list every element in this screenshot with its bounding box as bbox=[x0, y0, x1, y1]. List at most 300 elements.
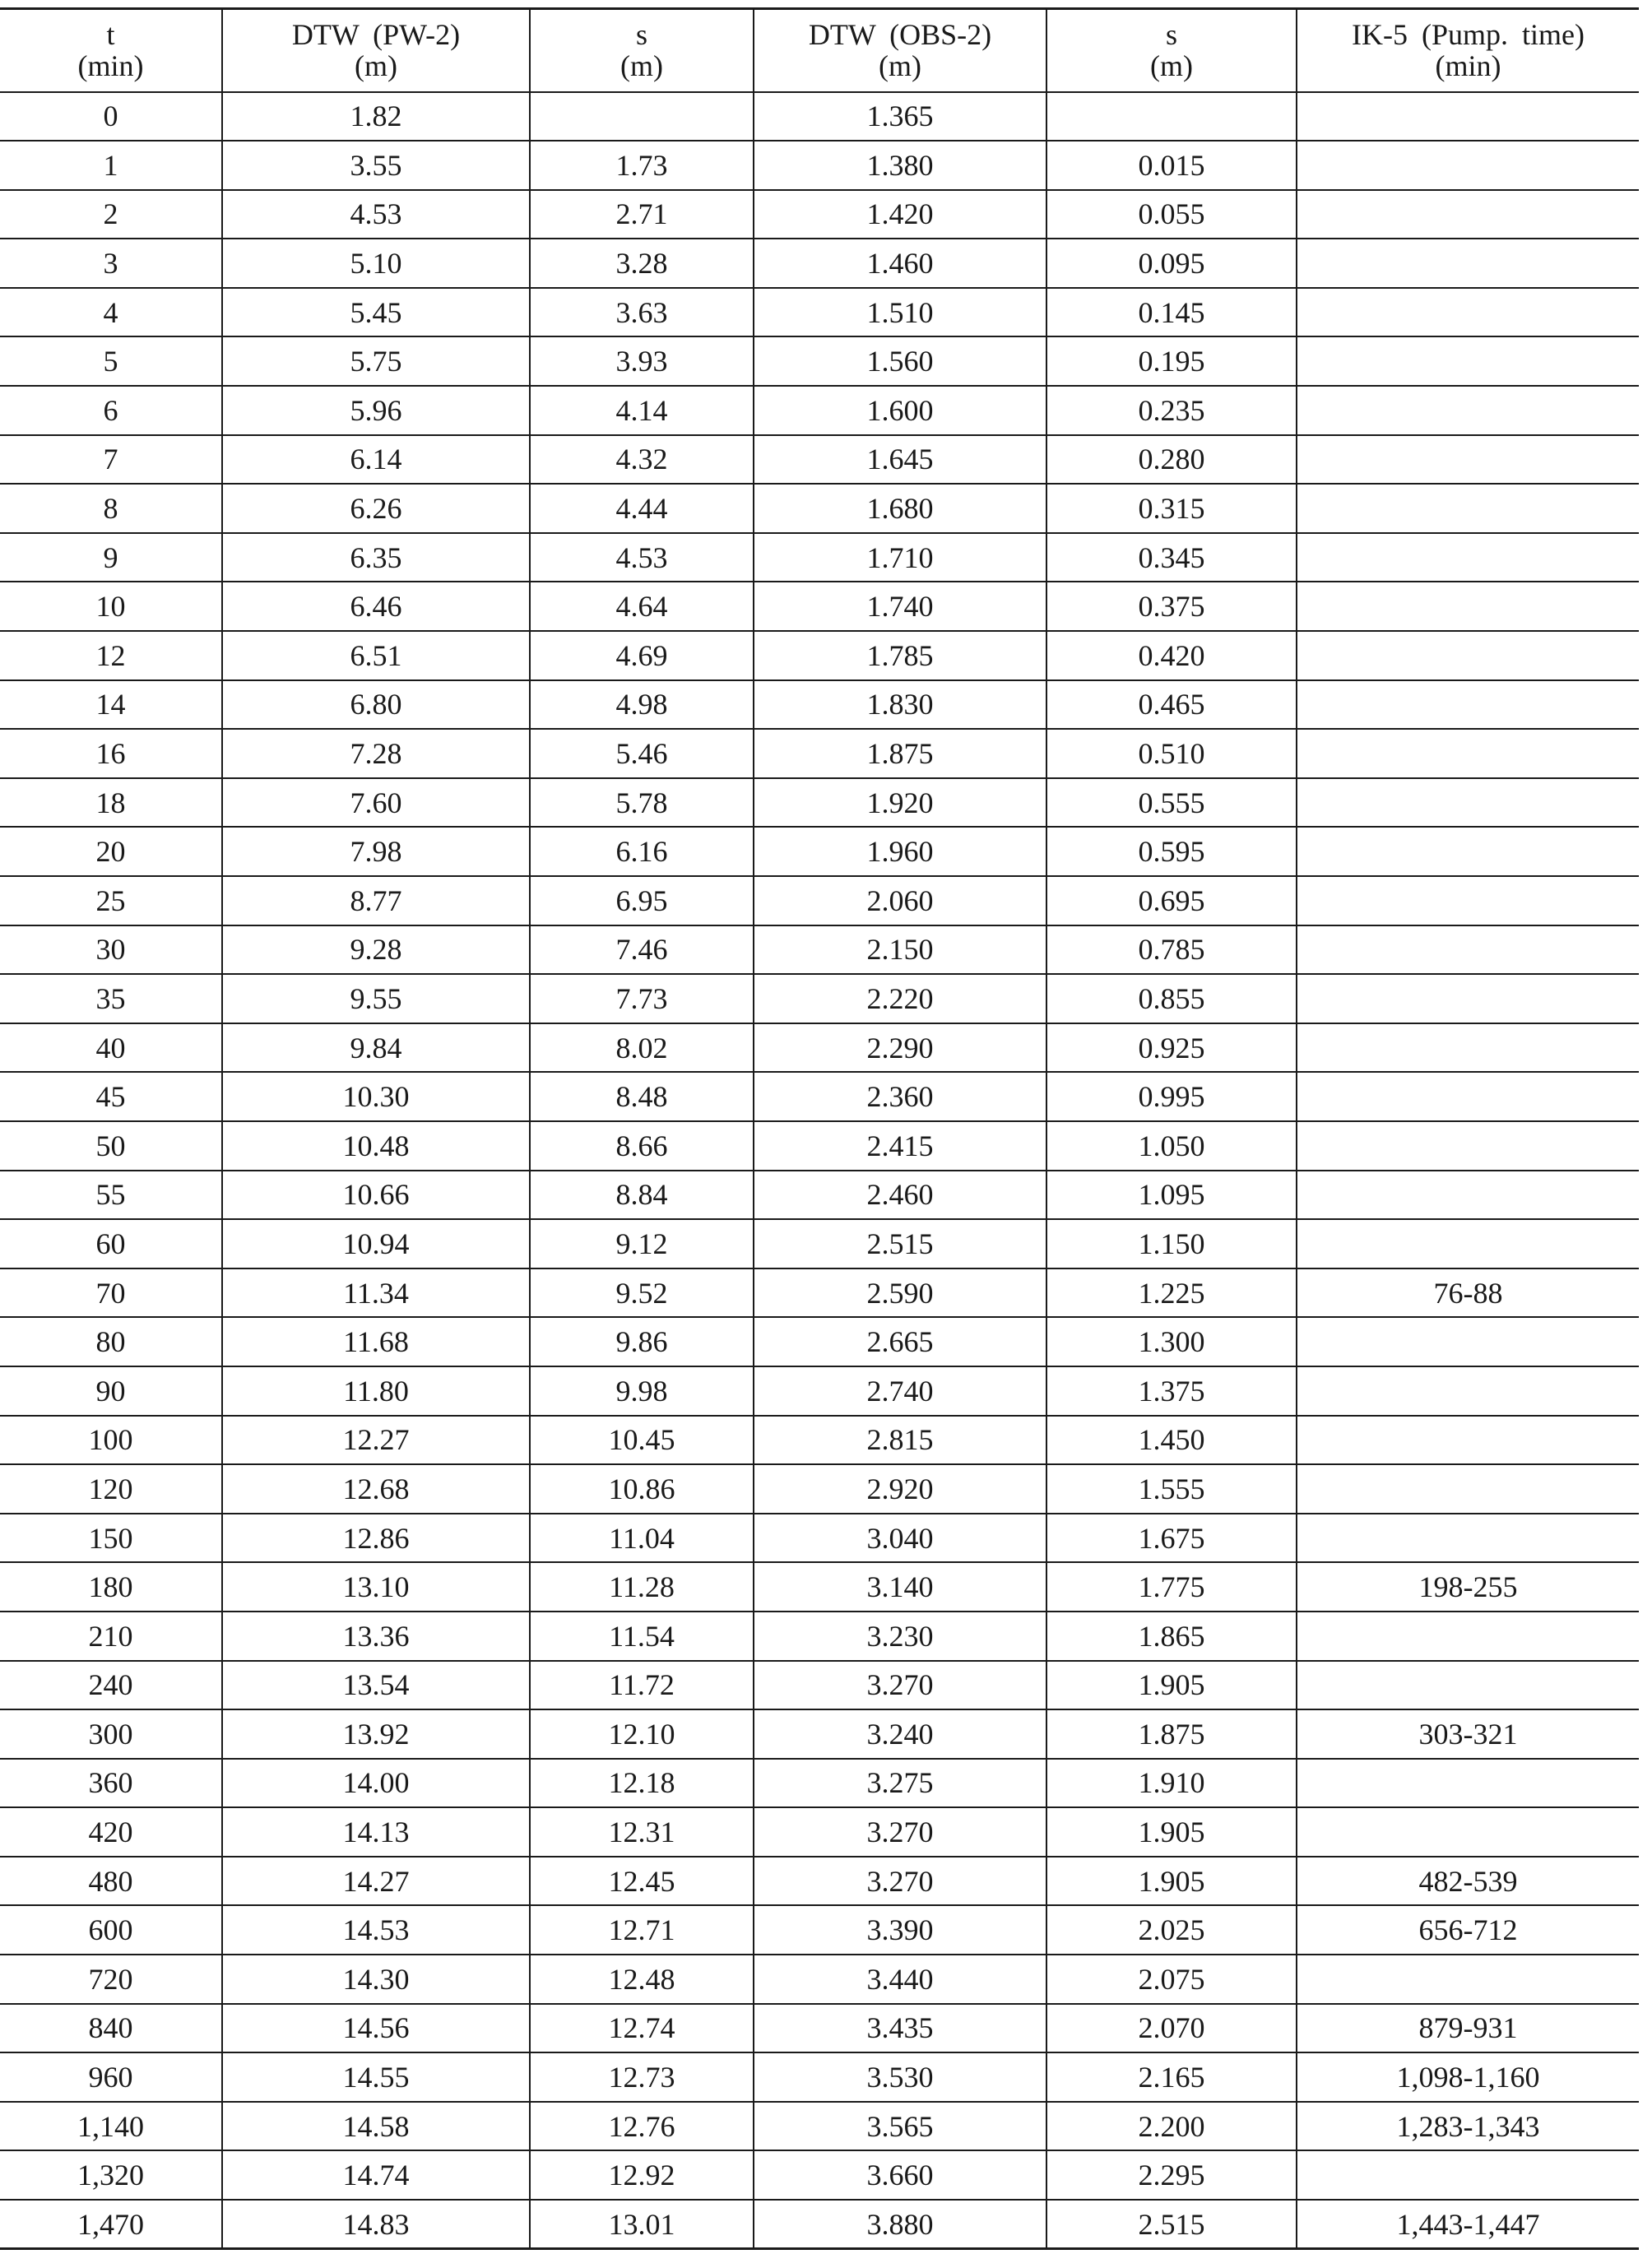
cell-s-pw2: 10.86 bbox=[530, 1464, 754, 1514]
cell-dtw-pw2: 1.82 bbox=[222, 92, 530, 141]
cell-dtw-pw2: 14.55 bbox=[222, 2052, 530, 2102]
cell-s-pw2: 9.52 bbox=[530, 1268, 754, 1318]
cell-s-pw2: 12.73 bbox=[530, 2052, 754, 2102]
table-row bbox=[0, 2102, 1639, 2151]
cell-s-obs2: 2.075 bbox=[1046, 1955, 1297, 2004]
cell-dtw-obs2: 2.815 bbox=[754, 1416, 1046, 1465]
cell-t: 150 bbox=[0, 1514, 222, 1563]
cell-dtw-pw2: 10.66 bbox=[222, 1171, 530, 1220]
cell-dtw-pw2: 12.86 bbox=[222, 1514, 530, 1563]
cell-dtw-obs2: 1.710 bbox=[754, 533, 1046, 582]
table-row bbox=[0, 190, 1639, 239]
cell-dtw-pw2: 6.26 bbox=[222, 484, 530, 533]
cell-dtw-pw2: 11.68 bbox=[222, 1317, 530, 1366]
cell-s-obs2: 0.925 bbox=[1046, 1023, 1297, 1073]
cell-dtw-pw2: 14.58 bbox=[222, 2102, 530, 2151]
cell-s-obs2: 2.070 bbox=[1046, 2004, 1297, 2053]
cell-s-obs2: 1.775 bbox=[1046, 1562, 1297, 1612]
cell-s-obs2: 1.095 bbox=[1046, 1171, 1297, 1220]
table-row bbox=[0, 1268, 1639, 1318]
cell-s-pw2: 4.69 bbox=[530, 631, 754, 680]
cell-ik5-pump-time bbox=[1297, 1366, 1639, 1416]
cell-t: 300 bbox=[0, 1709, 222, 1759]
table-row bbox=[0, 1514, 1639, 1563]
cell-s-obs2 bbox=[1046, 92, 1297, 141]
cell-ik5-pump-time bbox=[1297, 1219, 1639, 1268]
cell-ik5-pump-time bbox=[1297, 239, 1639, 288]
table-row bbox=[0, 2004, 1639, 2053]
cell-dtw-obs2: 1.600 bbox=[754, 386, 1046, 435]
cell-t: 7 bbox=[0, 435, 222, 485]
cell-dtw-obs2: 2.665 bbox=[754, 1317, 1046, 1366]
cell-dtw-obs2: 1.830 bbox=[754, 680, 1046, 730]
cell-s-obs2: 2.515 bbox=[1046, 2200, 1297, 2249]
cell-ik5-pump-time bbox=[1297, 141, 1639, 190]
cell-s-obs2: 0.420 bbox=[1046, 631, 1297, 680]
cell-dtw-pw2: 5.45 bbox=[222, 288, 530, 337]
table-row bbox=[0, 1661, 1639, 1710]
cell-t: 360 bbox=[0, 1759, 222, 1808]
cell-dtw-pw2: 12.27 bbox=[222, 1416, 530, 1465]
cell-dtw-pw2: 13.10 bbox=[222, 1562, 530, 1612]
cell-dtw-pw2: 6.35 bbox=[222, 533, 530, 582]
header-cell-dtw-pw2 bbox=[222, 9, 530, 92]
cell-ik5-pump-time bbox=[1297, 1612, 1639, 1661]
cell-s-obs2: 0.855 bbox=[1046, 974, 1297, 1023]
cell-t: 9 bbox=[0, 533, 222, 582]
table-row bbox=[0, 288, 1639, 337]
cell-s-obs2: 2.200 bbox=[1046, 2102, 1297, 2151]
table-row bbox=[0, 435, 1639, 485]
cell-s-obs2: 1.150 bbox=[1046, 1219, 1297, 1268]
table-row bbox=[0, 1709, 1639, 1759]
cell-s-pw2: 8.84 bbox=[530, 1171, 754, 1220]
cell-ik5-pump-time bbox=[1297, 1514, 1639, 1563]
cell-dtw-pw2: 12.68 bbox=[222, 1464, 530, 1514]
cell-s-obs2: 0.345 bbox=[1046, 533, 1297, 582]
table-row bbox=[0, 1219, 1639, 1268]
cell-dtw-pw2: 14.13 bbox=[222, 1807, 530, 1857]
cell-dtw-pw2: 13.92 bbox=[222, 1709, 530, 1759]
cell-dtw-obs2: 1.510 bbox=[754, 288, 1046, 337]
cell-dtw-pw2: 13.54 bbox=[222, 1661, 530, 1710]
cell-s-obs2: 0.315 bbox=[1046, 484, 1297, 533]
cell-t: 180 bbox=[0, 1562, 222, 1612]
cell-ik5-pump-time: 1,098-1,160 bbox=[1297, 2052, 1639, 2102]
cell-ik5-pump-time: 879-931 bbox=[1297, 2004, 1639, 2053]
cell-ik5-pump-time bbox=[1297, 876, 1639, 925]
cell-dtw-obs2: 1.740 bbox=[754, 582, 1046, 631]
cell-t: 90 bbox=[0, 1366, 222, 1416]
cell-s-pw2: 5.78 bbox=[530, 778, 754, 828]
cell-s-pw2: 6.16 bbox=[530, 827, 754, 876]
cell-s-pw2: 11.28 bbox=[530, 1562, 754, 1612]
cell-t: 240 bbox=[0, 1661, 222, 1710]
cell-dtw-obs2: 3.390 bbox=[754, 1905, 1046, 1955]
cell-t: 16 bbox=[0, 729, 222, 778]
cell-ik5-pump-time bbox=[1297, 1661, 1639, 1710]
cell-s-obs2: 1.675 bbox=[1046, 1514, 1297, 1563]
cell-t: 1,320 bbox=[0, 2150, 222, 2200]
cell-s-pw2: 9.98 bbox=[530, 1366, 754, 1416]
header-cell-t bbox=[0, 9, 222, 92]
cell-ik5-pump-time: 482-539 bbox=[1297, 1857, 1639, 1906]
cell-ik5-pump-time bbox=[1297, 1317, 1639, 1366]
cell-s-obs2: 0.015 bbox=[1046, 141, 1297, 190]
cell-t: 480 bbox=[0, 1857, 222, 1906]
cell-s-obs2: 0.375 bbox=[1046, 582, 1297, 631]
cell-dtw-pw2: 14.53 bbox=[222, 1905, 530, 1955]
table-row bbox=[0, 336, 1639, 386]
cell-dtw-obs2: 3.270 bbox=[754, 1857, 1046, 1906]
cell-t: 210 bbox=[0, 1612, 222, 1661]
table-row bbox=[0, 729, 1639, 778]
table-row bbox=[0, 1121, 1639, 1171]
cell-dtw-obs2: 2.060 bbox=[754, 876, 1046, 925]
cell-ik5-pump-time bbox=[1297, 1121, 1639, 1171]
cell-dtw-pw2: 14.56 bbox=[222, 2004, 530, 2053]
cell-s-pw2: 4.44 bbox=[530, 484, 754, 533]
table-row bbox=[0, 2052, 1639, 2102]
table-header bbox=[0, 9, 1639, 92]
cell-ik5-pump-time bbox=[1297, 1464, 1639, 1514]
cell-t: 1,470 bbox=[0, 2200, 222, 2249]
table-row bbox=[0, 1807, 1639, 1857]
cell-s-obs2: 0.195 bbox=[1046, 336, 1297, 386]
cell-t: 120 bbox=[0, 1464, 222, 1514]
cell-s-pw2: 12.71 bbox=[530, 1905, 754, 1955]
cell-t: 18 bbox=[0, 778, 222, 828]
cell-s-obs2: 0.235 bbox=[1046, 386, 1297, 435]
cell-dtw-obs2: 3.040 bbox=[754, 1514, 1046, 1563]
cell-dtw-obs2: 3.530 bbox=[754, 2052, 1046, 2102]
cell-s-obs2: 0.785 bbox=[1046, 925, 1297, 975]
cell-dtw-obs2: 2.920 bbox=[754, 1464, 1046, 1514]
cell-dtw-obs2: 2.415 bbox=[754, 1121, 1046, 1171]
cell-ik5-pump-time bbox=[1297, 484, 1639, 533]
cell-s-pw2: 4.53 bbox=[530, 533, 754, 582]
cell-s-obs2: 1.875 bbox=[1046, 1709, 1297, 1759]
cell-dtw-pw2: 10.30 bbox=[222, 1072, 530, 1121]
cell-dtw-obs2: 3.880 bbox=[754, 2200, 1046, 2249]
cell-dtw-obs2: 3.140 bbox=[754, 1562, 1046, 1612]
cell-t: 720 bbox=[0, 1955, 222, 2004]
cell-dtw-obs2: 1.875 bbox=[754, 729, 1046, 778]
cell-dtw-obs2: 3.270 bbox=[754, 1807, 1046, 1857]
cell-ik5-pump-time bbox=[1297, 435, 1639, 485]
cell-s-obs2: 0.695 bbox=[1046, 876, 1297, 925]
cell-t: 5 bbox=[0, 336, 222, 386]
cell-s-pw2: 8.02 bbox=[530, 1023, 754, 1073]
cell-s-obs2: 1.375 bbox=[1046, 1366, 1297, 1416]
header-unit: (m) bbox=[620, 49, 663, 83]
cell-dtw-obs2: 2.590 bbox=[754, 1268, 1046, 1318]
cell-s-pw2 bbox=[530, 92, 754, 141]
table-row bbox=[0, 1955, 1639, 2004]
cell-ik5-pump-time bbox=[1297, 1171, 1639, 1220]
cell-t: 12 bbox=[0, 631, 222, 680]
table-row bbox=[0, 533, 1639, 582]
cell-dtw-obs2: 2.740 bbox=[754, 1366, 1046, 1416]
cell-dtw-obs2: 1.960 bbox=[754, 827, 1046, 876]
cell-dtw-pw2: 7.28 bbox=[222, 729, 530, 778]
cell-s-pw2: 4.14 bbox=[530, 386, 754, 435]
cell-s-obs2: 0.095 bbox=[1046, 239, 1297, 288]
cell-dtw-obs2: 1.785 bbox=[754, 631, 1046, 680]
cell-t: 100 bbox=[0, 1416, 222, 1465]
table-row bbox=[0, 1023, 1639, 1073]
cell-s-pw2: 3.28 bbox=[530, 239, 754, 288]
cell-dtw-obs2: 3.435 bbox=[754, 2004, 1046, 2053]
cell-s-obs2: 0.595 bbox=[1046, 827, 1297, 876]
table-row bbox=[0, 141, 1639, 190]
cell-s-obs2: 0.510 bbox=[1046, 729, 1297, 778]
cell-s-pw2: 12.76 bbox=[530, 2102, 754, 2151]
cell-s-pw2: 12.31 bbox=[530, 1807, 754, 1857]
cell-s-pw2: 12.92 bbox=[530, 2150, 754, 2200]
cell-t: 14 bbox=[0, 680, 222, 730]
cell-ik5-pump-time: 1,283-1,343 bbox=[1297, 2102, 1639, 2151]
table-row bbox=[0, 974, 1639, 1023]
table-body bbox=[0, 92, 1639, 2249]
cell-dtw-pw2: 4.53 bbox=[222, 190, 530, 239]
cell-dtw-pw2: 5.75 bbox=[222, 336, 530, 386]
cell-ik5-pump-time: 656-712 bbox=[1297, 1905, 1639, 1955]
table-row bbox=[0, 1562, 1639, 1612]
cell-ik5-pump-time bbox=[1297, 336, 1639, 386]
cell-s-obs2: 0.995 bbox=[1046, 1072, 1297, 1121]
cell-dtw-pw2: 11.80 bbox=[222, 1366, 530, 1416]
cell-ik5-pump-time bbox=[1297, 1416, 1639, 1465]
table-row bbox=[0, 680, 1639, 730]
cell-s-pw2: 12.45 bbox=[530, 1857, 754, 1906]
cell-ik5-pump-time: 76-88 bbox=[1297, 1268, 1639, 1318]
cell-ik5-pump-time bbox=[1297, 386, 1639, 435]
cell-t: 20 bbox=[0, 827, 222, 876]
table-row bbox=[0, 239, 1639, 288]
table-row bbox=[0, 1857, 1639, 1906]
cell-s-obs2: 0.145 bbox=[1046, 288, 1297, 337]
header-row bbox=[0, 9, 1639, 92]
cell-dtw-obs2: 1.365 bbox=[754, 92, 1046, 141]
header-label: DTW (PW-2) bbox=[291, 18, 461, 52]
cell-dtw-obs2: 1.920 bbox=[754, 778, 1046, 828]
cell-ik5-pump-time bbox=[1297, 533, 1639, 582]
cell-dtw-pw2: 5.96 bbox=[222, 386, 530, 435]
header-label: s bbox=[635, 18, 647, 52]
cell-s-obs2: 0.055 bbox=[1046, 190, 1297, 239]
cell-ik5-pump-time bbox=[1297, 1955, 1639, 2004]
cell-dtw-obs2: 2.460 bbox=[754, 1171, 1046, 1220]
cell-ik5-pump-time bbox=[1297, 288, 1639, 337]
cell-dtw-pw2: 5.10 bbox=[222, 239, 530, 288]
cell-dtw-pw2: 9.84 bbox=[222, 1023, 530, 1073]
cell-s-pw2: 12.18 bbox=[530, 1759, 754, 1808]
table-row bbox=[0, 386, 1639, 435]
table-row bbox=[0, 2150, 1639, 2200]
table-row bbox=[0, 631, 1639, 680]
header-unit: (min) bbox=[77, 49, 144, 83]
cell-dtw-obs2: 3.230 bbox=[754, 1612, 1046, 1661]
cell-dtw-pw2: 14.74 bbox=[222, 2150, 530, 2200]
cell-s-obs2: 1.865 bbox=[1046, 1612, 1297, 1661]
cell-t: 80 bbox=[0, 1317, 222, 1366]
cell-dtw-pw2: 6.80 bbox=[222, 680, 530, 730]
table-row bbox=[0, 1905, 1639, 1955]
cell-t: 0 bbox=[0, 92, 222, 141]
cell-t: 1 bbox=[0, 141, 222, 190]
table-row bbox=[0, 1612, 1639, 1661]
cell-s-pw2: 4.64 bbox=[530, 582, 754, 631]
cell-t: 2 bbox=[0, 190, 222, 239]
header-unit: (m) bbox=[1150, 49, 1193, 83]
cell-s-obs2: 1.905 bbox=[1046, 1807, 1297, 1857]
header-cell-s-pw2 bbox=[530, 9, 754, 92]
table-row bbox=[0, 876, 1639, 925]
cell-s-obs2: 2.295 bbox=[1046, 2150, 1297, 2200]
cell-ik5-pump-time bbox=[1297, 925, 1639, 975]
cell-s-obs2: 1.910 bbox=[1046, 1759, 1297, 1808]
cell-dtw-pw2: 14.00 bbox=[222, 1759, 530, 1808]
cell-s-obs2: 0.465 bbox=[1046, 680, 1297, 730]
cell-dtw-pw2: 14.27 bbox=[222, 1857, 530, 1906]
cell-ik5-pump-time bbox=[1297, 1023, 1639, 1073]
cell-t: 8 bbox=[0, 484, 222, 533]
cell-dtw-obs2: 1.680 bbox=[754, 484, 1046, 533]
cell-s-pw2: 11.04 bbox=[530, 1514, 754, 1563]
cell-s-obs2: 1.905 bbox=[1046, 1857, 1297, 1906]
cell-t: 60 bbox=[0, 1219, 222, 1268]
cell-dtw-obs2: 3.565 bbox=[754, 2102, 1046, 2151]
header-cell-s-obs2 bbox=[1046, 9, 1297, 92]
cell-t: 55 bbox=[0, 1171, 222, 1220]
cell-ik5-pump-time bbox=[1297, 778, 1639, 828]
cell-ik5-pump-time bbox=[1297, 2150, 1639, 2200]
cell-s-obs2: 0.555 bbox=[1046, 778, 1297, 828]
cell-dtw-obs2: 2.220 bbox=[754, 974, 1046, 1023]
cell-dtw-obs2: 3.240 bbox=[754, 1709, 1046, 1759]
cell-t: 40 bbox=[0, 1023, 222, 1073]
header-label: DTW (OBS-2) bbox=[808, 18, 992, 52]
cell-dtw-obs2: 2.150 bbox=[754, 925, 1046, 975]
cell-s-pw2: 2.71 bbox=[530, 190, 754, 239]
cell-s-obs2: 1.905 bbox=[1046, 1661, 1297, 1710]
cell-dtw-pw2: 9.55 bbox=[222, 974, 530, 1023]
cell-dtw-obs2: 3.660 bbox=[754, 2150, 1046, 2200]
cell-s-obs2: 1.555 bbox=[1046, 1464, 1297, 1514]
header-label: s bbox=[1165, 18, 1177, 52]
cell-ik5-pump-time bbox=[1297, 92, 1639, 141]
cell-s-pw2: 4.32 bbox=[530, 435, 754, 485]
header-unit: (m) bbox=[879, 49, 921, 83]
cell-dtw-pw2: 6.14 bbox=[222, 435, 530, 485]
cell-t: 960 bbox=[0, 2052, 222, 2102]
cell-ik5-pump-time bbox=[1297, 827, 1639, 876]
cell-s-pw2: 11.72 bbox=[530, 1661, 754, 1710]
table-row bbox=[0, 484, 1639, 533]
cell-ik5-pump-time bbox=[1297, 631, 1639, 680]
cell-dtw-obs2: 1.420 bbox=[754, 190, 1046, 239]
cell-dtw-obs2: 2.360 bbox=[754, 1072, 1046, 1121]
table-row bbox=[0, 582, 1639, 631]
cell-ik5-pump-time: 303-321 bbox=[1297, 1709, 1639, 1759]
cell-t: 4 bbox=[0, 288, 222, 337]
header-unit: (m) bbox=[355, 49, 397, 83]
cell-ik5-pump-time bbox=[1297, 1072, 1639, 1121]
cell-s-pw2: 3.93 bbox=[530, 336, 754, 386]
cell-t: 6 bbox=[0, 386, 222, 435]
cell-ik5-pump-time bbox=[1297, 680, 1639, 730]
table-row bbox=[0, 1171, 1639, 1220]
cell-t: 35 bbox=[0, 974, 222, 1023]
cell-dtw-obs2: 3.440 bbox=[754, 1955, 1046, 2004]
cell-dtw-obs2: 1.645 bbox=[754, 435, 1046, 485]
header-label: IK-5 (Pump. time) bbox=[1352, 18, 1585, 52]
cell-t: 840 bbox=[0, 2004, 222, 2053]
cell-ik5-pump-time bbox=[1297, 1807, 1639, 1857]
table-row bbox=[0, 778, 1639, 828]
cell-ik5-pump-time bbox=[1297, 190, 1639, 239]
cell-s-pw2: 7.73 bbox=[530, 974, 754, 1023]
cell-dtw-obs2: 2.515 bbox=[754, 1219, 1046, 1268]
header-unit: (min) bbox=[1435, 49, 1501, 83]
cell-s-pw2: 3.63 bbox=[530, 288, 754, 337]
table-row bbox=[0, 827, 1639, 876]
cell-ik5-pump-time bbox=[1297, 582, 1639, 631]
cell-t: 50 bbox=[0, 1121, 222, 1171]
cell-dtw-pw2: 10.94 bbox=[222, 1219, 530, 1268]
cell-s-pw2: 8.66 bbox=[530, 1121, 754, 1171]
cell-s-pw2: 1.73 bbox=[530, 141, 754, 190]
table-row bbox=[0, 1072, 1639, 1121]
cell-s-obs2: 1.225 bbox=[1046, 1268, 1297, 1318]
cell-t: 10 bbox=[0, 582, 222, 631]
cell-dtw-obs2: 3.275 bbox=[754, 1759, 1046, 1808]
cell-dtw-pw2: 13.36 bbox=[222, 1612, 530, 1661]
cell-s-pw2: 9.12 bbox=[530, 1219, 754, 1268]
cell-dtw-pw2: 6.51 bbox=[222, 631, 530, 680]
table-row bbox=[0, 1317, 1639, 1366]
cell-t: 70 bbox=[0, 1268, 222, 1318]
table-row bbox=[0, 1416, 1639, 1465]
cell-dtw-pw2: 7.98 bbox=[222, 827, 530, 876]
cell-dtw-obs2: 1.560 bbox=[754, 336, 1046, 386]
cell-dtw-pw2: 14.83 bbox=[222, 2200, 530, 2249]
cell-t: 1,140 bbox=[0, 2102, 222, 2151]
cell-ik5-pump-time bbox=[1297, 974, 1639, 1023]
header-label: t bbox=[106, 18, 115, 52]
cell-t: 30 bbox=[0, 925, 222, 975]
cell-s-pw2: 11.54 bbox=[530, 1612, 754, 1661]
cell-dtw-pw2: 9.28 bbox=[222, 925, 530, 975]
cell-dtw-pw2: 10.48 bbox=[222, 1121, 530, 1171]
header-cell-dtw-obs2 bbox=[754, 9, 1046, 92]
table-row bbox=[0, 1366, 1639, 1416]
cell-dtw-obs2: 2.290 bbox=[754, 1023, 1046, 1073]
cell-dtw-obs2: 1.460 bbox=[754, 239, 1046, 288]
cell-s-pw2: 10.45 bbox=[530, 1416, 754, 1465]
cell-dtw-pw2: 6.46 bbox=[222, 582, 530, 631]
table-row bbox=[0, 92, 1639, 141]
table-row bbox=[0, 1759, 1639, 1808]
cell-t: 25 bbox=[0, 876, 222, 925]
cell-dtw-pw2: 11.34 bbox=[222, 1268, 530, 1318]
cell-dtw-obs2: 3.270 bbox=[754, 1661, 1046, 1710]
cell-t: 3 bbox=[0, 239, 222, 288]
cell-ik5-pump-time bbox=[1297, 1759, 1639, 1808]
cell-s-obs2: 2.165 bbox=[1046, 2052, 1297, 2102]
cell-s-pw2: 8.48 bbox=[530, 1072, 754, 1121]
